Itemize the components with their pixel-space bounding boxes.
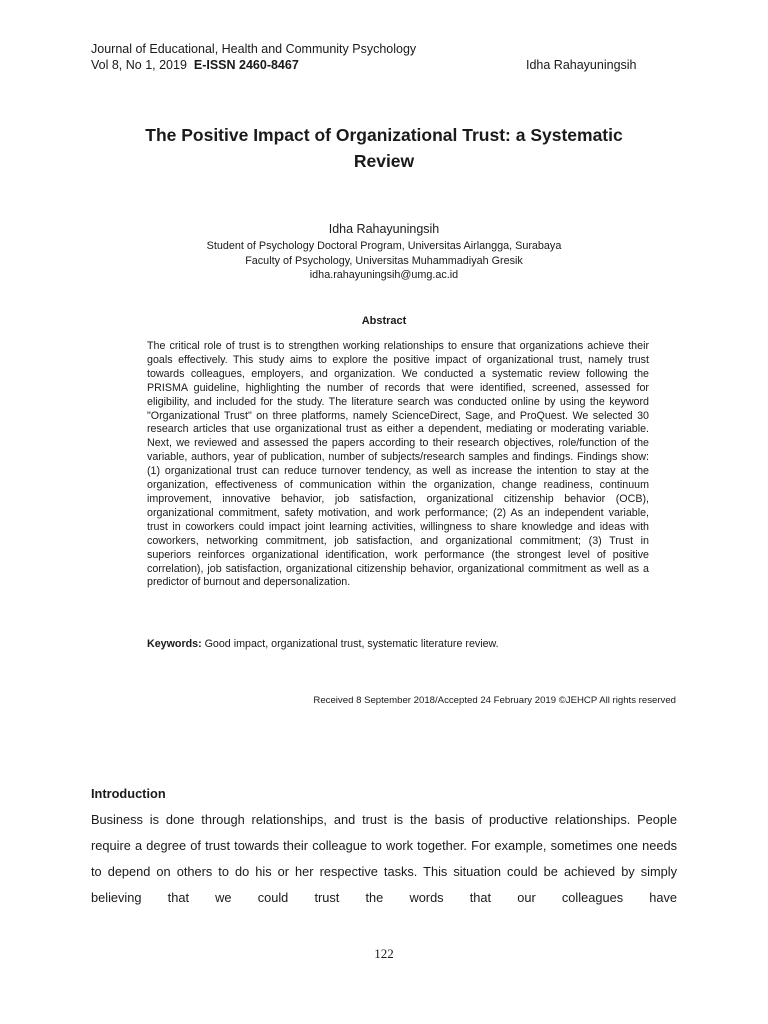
- received-line: Received 8 September 2018/Accepted 24 February 2019 ©JEHCP All rights reserved: [313, 695, 676, 706]
- author-affiliation-1: Student of Psychology Doctoral Program, Universitas Airlangga, Surabaya: [206, 240, 562, 252]
- issn: E-ISSN 2460-8467: [193, 58, 299, 72]
- paper-title: [80, 122, 688, 174]
- keywords: [147, 637, 649, 651]
- abstract-heading: Abstract: [361, 315, 407, 327]
- introduction-body: Business is done through relationships, and trust is the basis of productive relationships. People require a degree of trust towards their colleague to work together. For example, sometimes one needs to depend on others to do his or her respective tasks. This situation could be achieved by simply believing that we could trust the words that our colleagues have: [91, 812, 677, 905]
- page-number: 122: [374, 946, 394, 961]
- author-name: Idha Rahayuningsih: [328, 222, 440, 236]
- journal-header: [91, 41, 651, 73]
- abstract-body: The critical role of trust is to strengthen working relationships to ensure that organizations achieve their goals effectively. This study aims to explore the positive impact of organizational trust, namely trust towards colleagues, employers, and organization. We conducted a systematic review following the PRISMA guideline, highlighting the number of records that were identified, screened, assessed for eligibility, and included for the study. The literature search was conducted online by using the keyword "Organizational Trust" on three platforms, namely ScienceDirect, Sage, and ProQuest. We selected 30 research articles that use organizational trust as either a dependent, mediating or moderating variable. Next, we reviewed and assessed the papers according to their research objectives, role/function of the variable, authors, year of publication, number of subjects/research samples and findings. Findings show: (1) organizational trust can reduce turnover tendency, as well as increase the intention to stay at the organization, effectiveness of communication within the organization, change readiness, continuum improvement, innovative behavior, job satisfaction, organizational citizenship behavior (OCB), organizational commitment, safety motivation, and work performance; (2) As an independent variable, trust in coworkers could impact joint learning activities, willingness to share knowledge and ideas with coworkers, networking commitment, job satisfaction, and organizational commitment; (3) Trust in superiors reinforces organizational identification, work performance (the strongest level of positive correlation), job satisfaction, organizational citizenship behavior, organizational commitment as well as a predictor of burnout and depersonalization.: [147, 340, 649, 589]
- introduction-heading: Introduction: [91, 786, 166, 801]
- keywords-text: Good impact, organizational trust, systematic literature review.: [201, 638, 499, 650]
- header-meta-row: [91, 57, 651, 73]
- volume-issn: [91, 57, 299, 73]
- keywords-label: Keywords:: [147, 638, 202, 650]
- journal-name: Journal of Educational, Health and Community Psychology: [91, 42, 417, 56]
- author-affiliation-2: Faculty of Psychology, Universitas Muhammadiyah Gresik: [245, 254, 523, 267]
- author-email: idha.rahayuningsih@umg.ac.id: [309, 269, 459, 281]
- volume-info: Vol 8, No 1, 2019: [91, 58, 187, 72]
- author-block: [100, 221, 668, 283]
- title-line-2: Review: [353, 151, 415, 171]
- running-author: Idha Rahayuningsih: [526, 58, 637, 72]
- title-line-1: The Positive Impact of Organizational Trust: a Systematic: [145, 125, 623, 145]
